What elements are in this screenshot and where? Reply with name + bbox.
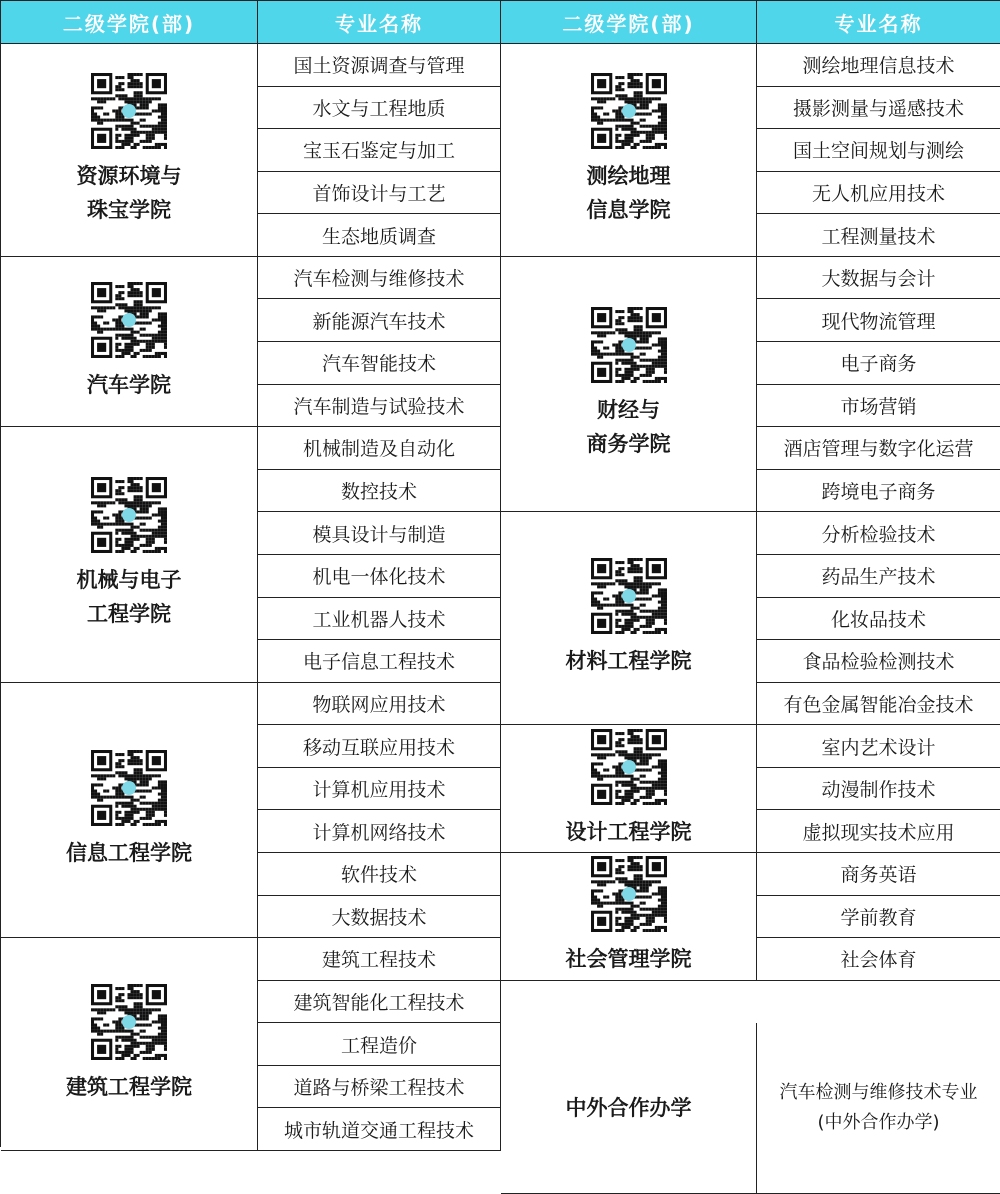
major-cell: 移动互联应用技术	[258, 725, 501, 768]
major-cell: 计算机应用技术	[258, 768, 501, 811]
qr-code-icon	[591, 307, 667, 383]
qr-code-icon	[91, 73, 167, 149]
qr-code-icon	[91, 984, 167, 1060]
major-cell: 电子信息工程技术	[258, 640, 501, 683]
right-college-2	[501, 512, 757, 725]
college-name: 资源环境与 珠宝学院	[76, 163, 182, 222]
major-cell: 国土空间规划与测绘	[757, 129, 1000, 172]
major-cell: 电子商务	[757, 342, 1000, 385]
major-cell: 工业机器人技术	[258, 598, 501, 641]
major-cell: 道路与桥梁工程技术	[258, 1066, 501, 1109]
right-college-5	[501, 1023, 757, 1193]
qr-code-icon	[591, 856, 667, 932]
college-name: 中外合作办学	[565, 1095, 692, 1120]
left-college-1	[1, 257, 258, 427]
college-name: 测绘地理 信息学院	[586, 163, 671, 222]
major-cell: 化妆品技术	[757, 598, 1000, 641]
major-cell: 现代物流管理	[757, 299, 1000, 342]
qr-code-icon	[591, 73, 667, 149]
major-cell: 商务英语	[757, 853, 1000, 896]
major-cell: 生态地质调查	[258, 214, 501, 257]
qr-code-icon	[591, 729, 667, 805]
college-name: 社会管理学院	[565, 947, 692, 972]
college-name: 信息工程学院	[66, 840, 192, 865]
major-cell: 有色金属智能冶金技术	[757, 683, 1000, 726]
major-cell: 软件技术	[258, 853, 501, 896]
major-cell: 分析检验技术	[757, 512, 1000, 555]
left-college-0	[1, 44, 258, 257]
major-cell: 药品生产技术	[757, 555, 1000, 598]
header-major-right: 专业名称	[757, 1, 1000, 44]
major-cell: 汽车检测与维修技术专业 (中外合作办学)	[757, 1023, 1000, 1193]
major-cell: 汽车检测与维修技术	[258, 257, 501, 300]
qr-code-icon	[91, 750, 167, 826]
left-college-3	[1, 683, 258, 938]
major-cell: 建筑工程技术	[258, 938, 501, 981]
major-cell: 动漫制作技术	[757, 768, 1000, 811]
major-cell: 社会体育	[757, 938, 1000, 981]
major-cell: 市场营销	[757, 385, 1000, 428]
major-cell: 食品检验检测技术	[757, 640, 1000, 683]
major-cell: 大数据与会计	[757, 257, 1000, 300]
major-cell: 无人机应用技术	[757, 172, 1000, 215]
college-name: 财经与 商务学院	[586, 398, 671, 457]
major-cell: 宝玉石鉴定与加工	[258, 129, 501, 172]
major-cell: 模具设计与制造	[258, 512, 501, 555]
college-name: 设计工程学院	[565, 819, 692, 844]
major-cell: 机械制造及自动化	[258, 427, 501, 470]
major-cell: 工程造价	[258, 1023, 501, 1066]
college-name: 建筑工程学院	[66, 1075, 192, 1100]
major-cell: 汽车制造与试验技术	[258, 385, 501, 428]
major-cell: 计算机网络技术	[258, 810, 501, 853]
major-cell: 首饰设计与工艺	[258, 172, 501, 215]
header-major-left: 专业名称	[258, 1, 501, 44]
major-cell: 新能源汽车技术	[258, 299, 501, 342]
qr-code-icon	[91, 477, 167, 553]
major-cell: 物联网应用技术	[258, 683, 501, 726]
major-cell: 城市轨道交通工程技术	[258, 1108, 501, 1151]
major-cell: 工程测量技术	[757, 214, 1000, 257]
major-cell: 跨境电子商务	[757, 470, 1000, 513]
major-cell: 数控技术	[258, 470, 501, 513]
qr-code-icon	[591, 558, 667, 634]
major-cell: 汽车智能技术	[258, 342, 501, 385]
left-college-2	[1, 427, 258, 682]
major-cell: 国土资源调查与管理	[258, 44, 501, 87]
major-cell: 室内艺术设计	[757, 725, 1000, 768]
major-cell: 水文与工程地质	[258, 87, 501, 130]
right-college-0	[501, 44, 757, 257]
qr-code-icon	[91, 282, 167, 358]
college-name: 机械与电子 工程学院	[76, 568, 182, 627]
major-cell: 机电一体化技术	[258, 555, 501, 598]
major-cell: 测绘地理信息技术	[757, 44, 1000, 87]
college-name: 汽车学院	[87, 372, 171, 397]
major-cell: 大数据技术	[258, 896, 501, 939]
major-cell: 虚拟现实技术应用	[757, 810, 1000, 853]
major-cell: 摄影测量与遥感技术	[757, 87, 1000, 130]
major-cell: 酒店管理与数字化运营	[757, 427, 1000, 470]
header-college-left: 二级学院(部)	[1, 1, 258, 44]
right-college-4	[501, 853, 757, 981]
header-college-right: 二级学院(部)	[501, 1, 757, 44]
major-cell: 学前教育	[757, 896, 1000, 939]
college-name: 材料工程学院	[565, 649, 692, 674]
right-college-3	[501, 725, 757, 853]
major-cell: 建筑智能化工程技术	[258, 981, 501, 1024]
right-college-1	[501, 257, 757, 512]
left-college-4	[1, 938, 258, 1151]
